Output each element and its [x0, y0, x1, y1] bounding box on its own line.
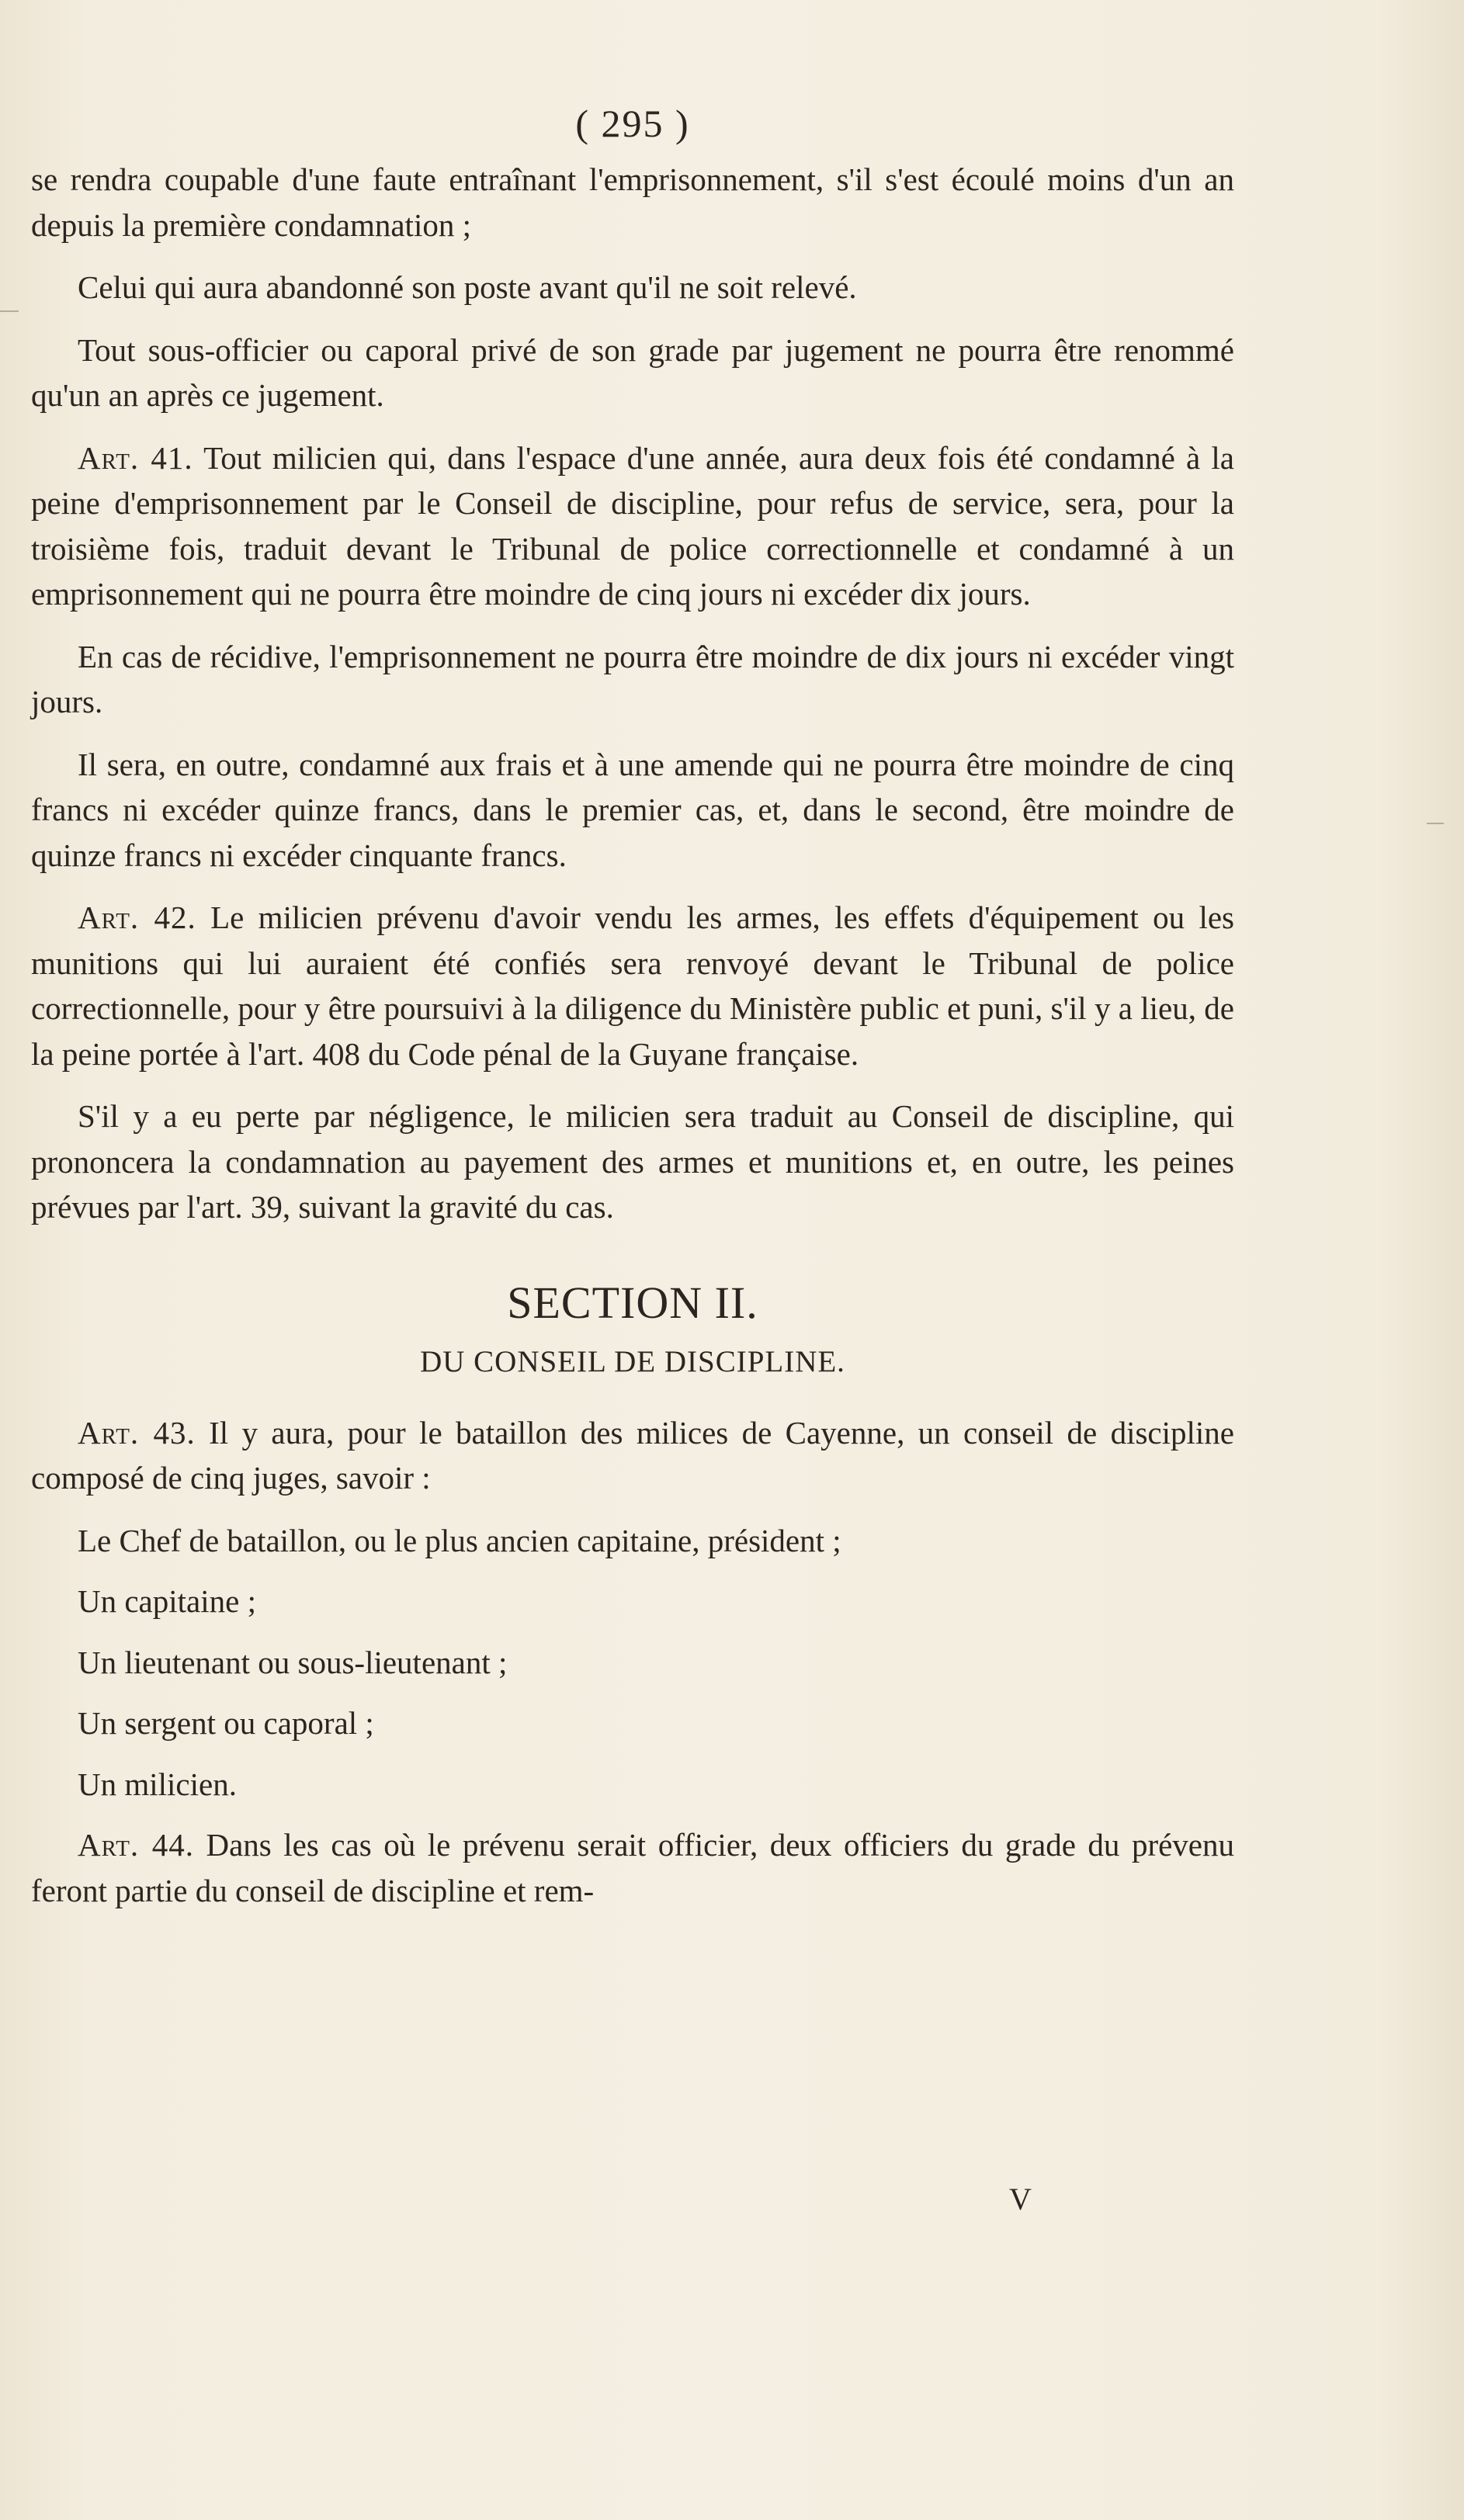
list-item: Le Chef de bataillon, ou le plus ancien capitaine, président ;	[78, 1522, 841, 1558]
list-item: Un lieutenant ou sous-lieutenant ;	[78, 1644, 508, 1680]
article-label: Art. 44.	[78, 1827, 194, 1863]
article-label: Art. 42.	[78, 900, 196, 935]
article-41	[31, 435, 1234, 617]
text-block	[31, 101, 1234, 1930]
paragraph: Il sera, en outre, condamné aux frais et à une amende qui ne pourra être moindre de cinq francs ni excéder quinze francs, dans le premier cas, et, dans le second, être moindre de quinze francs ni excéder cinquante francs.	[31, 746, 1234, 873]
article-44	[31, 1822, 1234, 1913]
article-43	[31, 1410, 1234, 1501]
section-title: SECTION II.	[507, 1277, 758, 1328]
article-label: Art. 41.	[78, 439, 193, 476]
article-label: Art. 43.	[78, 1414, 196, 1451]
article-text: Le milicien prévenu d'avoir vendu les armes, les effets d'équipement ou les munitions qui lui auraient été confiés sera renvoyé devant le Tribunal de police correctionnelle, pour y être poursuivi à la diligence du Ministère public et puni, s'il y a lieu, de la peine portée à l'art. 408 du Code pénal de la Guyane française.	[31, 900, 1234, 1072]
list-item: Un milicien.	[78, 1766, 237, 1802]
paragraph: se rendra coupable d'une faute entraînant l'emprisonnement, s'il s'est écoulé moins d'un an depuis la première condamnation ;	[31, 161, 1234, 243]
page-number: ( 295 )	[575, 102, 690, 145]
article-42	[31, 895, 1234, 1076]
paragraph: Celui qui aura abandonné son poste avant qu'il ne soit relevé.	[78, 269, 857, 305]
list-item: Un capitaine ;	[78, 1583, 256, 1619]
right-edge-mark	[1427, 823, 1444, 824]
article-text: Dans les cas où le prévenu serait officier, deux officiers du grade du prévenu feront partie du conseil de discipline et rem-	[31, 1827, 1234, 1908]
signature-mark: V	[1009, 2182, 1032, 2217]
article-text: Il y aura, pour le bataillon des milices de Cayenne, un conseil de discipline composé de cinq juges, savoir :	[31, 1414, 1234, 1496]
paragraph: Tout sous-officier ou caporal privé de son grade par jugement ne pourra être renommé qu'un an après ce jugement.	[31, 331, 1234, 413]
left-edge-mark	[0, 310, 19, 312]
paragraph: S'il y a eu perte par négligence, le milicien sera traduit au Conseil de discipline, qui prononcera la condamnation au payement des armes et munitions et, en outre, les peines prévues par l'art. 39, suivant la gravité du cas.	[31, 1098, 1234, 1225]
list-item: Un sergent ou caporal ;	[78, 1705, 374, 1741]
article-text: Tout milicien qui, dans l'espace d'une année, aura deux fois été condamné à la peine d'emprisonnement par le Conseil de discipline, pour refus de service, sera, pour la troisième fois, traduit devant le Tribunal de police correctionnelle et condamné à un emprisonnement qui ne pourra être moindre de cinq jours ni excéder dix jours.	[31, 439, 1234, 612]
section-subtitle: DU CONSEIL DE DISCIPLINE.	[420, 1344, 845, 1378]
paragraph: En cas de récidive, l'emprisonnement ne pourra être moindre de dix jours ni excéder vingt jours.	[31, 638, 1234, 719]
